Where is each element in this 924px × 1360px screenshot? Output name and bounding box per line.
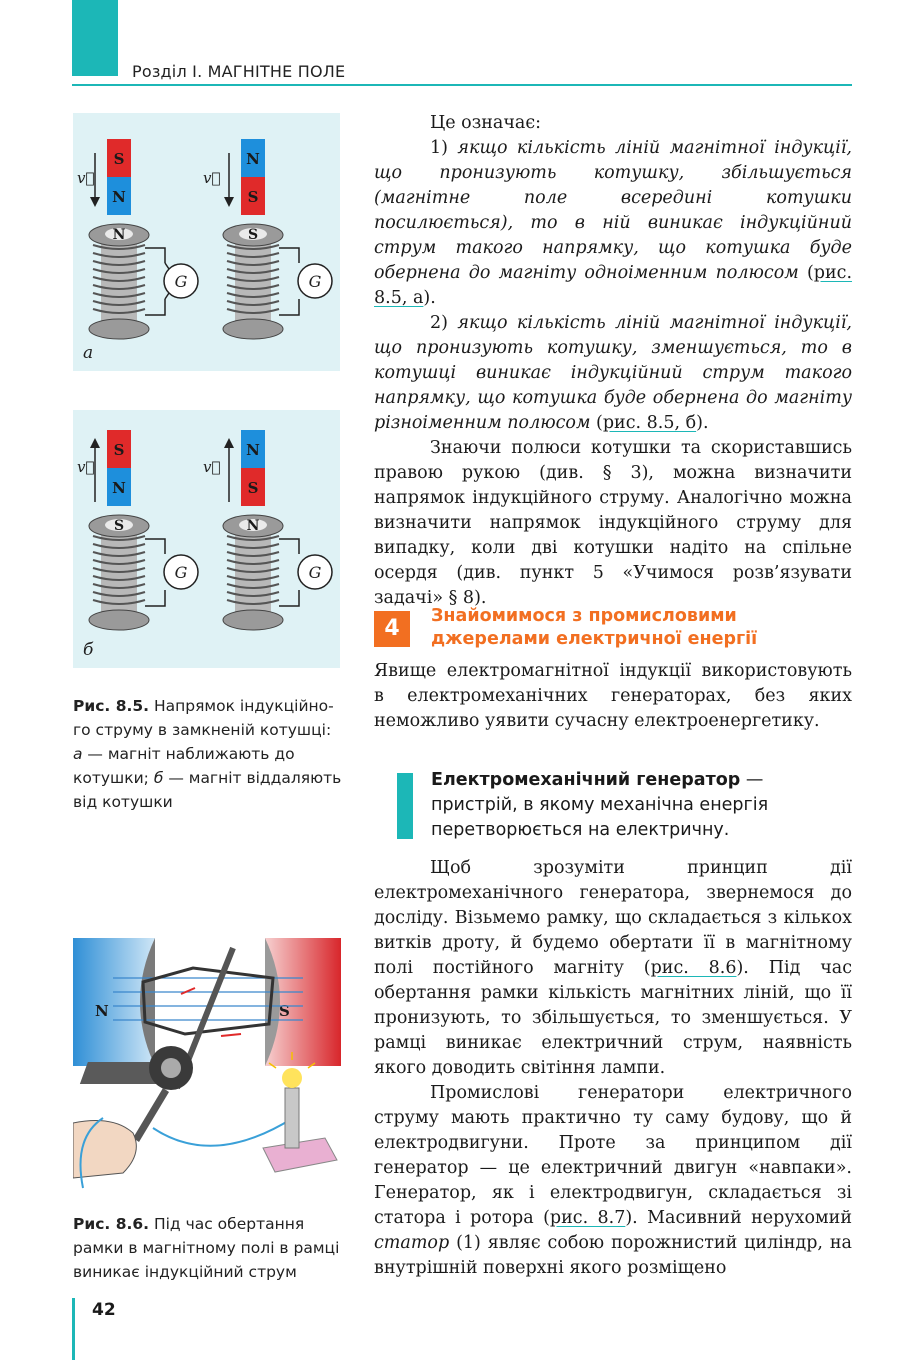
magnet-pole-bottom: N (112, 479, 126, 497)
galvanometer-label: G (174, 563, 188, 582)
figure-letter-b: б (83, 640, 94, 660)
caption-label: Рис. 8.6. (73, 1215, 150, 1233)
magnet-pole-bottom: N (112, 188, 126, 206)
galvanometer-label: G (308, 563, 322, 582)
velocity-label: v⃗ (77, 458, 95, 476)
figure-8-5-b-drawing (73, 410, 340, 668)
galvanometer-label: G (174, 272, 188, 291)
paragraph-intro: Це означає: (430, 113, 542, 133)
section-number-badge: 4 (374, 611, 410, 647)
page-number-bar (72, 1298, 75, 1360)
body-text-bottom (374, 856, 852, 1281)
figure-reference[interactable]: рис. 8.7 (549, 1208, 626, 1228)
figure-reference[interactable]: рис. 8.6 (650, 958, 737, 978)
velocity-label: v⃗ (77, 169, 95, 187)
coil-pole: S (113, 518, 125, 534)
paragraph-right-hand: Знаючи полюси котушки та скориставшись правою рукою (див. § 3), можна визначити напрямок індукційного струму. Аналогічно можна визначити напрямок індукційного струму для випадку, коли дві котушки надіто на спільне осердя (див. пункт 5 «Учимося розв’язувати задачі» § 8). (374, 438, 852, 608)
coil-pole: S (247, 227, 259, 243)
velocity-label: v⃗ (203, 458, 221, 476)
magnet-pole-top: N (246, 150, 260, 168)
header-rule (72, 84, 852, 86)
magnet-pole-top: S (113, 150, 125, 168)
magnet-coil-right (203, 139, 332, 339)
figure-8-6-drawing (73, 938, 341, 1200)
paragraph-experiment: Щоб зрозуміти принцип дії електромеханічного генератора, звернемося до досліду. Візьмемо рамку, що складається з кількох витків дроту, й будемо обертати її в магнітному полі постійного магніту (рис. 8.6). Під час обертання рамки кількість магнітних ліній, що її пронизують, то збільшується, то зменшується. У рамці виникає електричний струм, наявність якого доводить світіння лампи. (374, 858, 852, 1078)
magnet-pole-top: S (113, 441, 125, 459)
page-number: 42 (92, 1300, 116, 1320)
figure-8-5-a (73, 113, 340, 371)
chapter-header: Розділ I. МАГНІТНЕ ПОЛЕ (132, 62, 346, 81)
figure-8-6 (73, 938, 341, 1200)
paragraph-generators: Промислові генератори електричного струму мають практично ту саму будову, що й електродвигуни. Проте за принципом дії генератор — це електричний двигун «навпаки». Генератор, як і електродвигун, складається зі статора і ротора (рис. 8.7). Масивний нерухомий статор (1) являє собою порожнистий циліндр, на внутрішній поверхні якого розміщено (374, 1083, 852, 1278)
paragraph-rule-1: 1) якщо кількість ліній магнітної індукції, що пронизують котушку, збільшується (магнітне поле всередині котушки посилюється), то в ній виникає індукційний струм такого напрямку, що котушка буде обернена до магніту одноіменним полюсом (рис. 8.5, а). (374, 138, 853, 308)
magnet-coil-left (77, 430, 198, 630)
velocity-label: v⃗ (203, 169, 221, 187)
galvanometer-label: G (308, 272, 322, 291)
figure-8-5-a-drawing (73, 113, 340, 371)
coil-pole: N (112, 227, 126, 243)
coil-pole: N (246, 518, 260, 534)
magnet-pole-bottom: S (247, 479, 259, 497)
magnet-pole-bottom: S (247, 188, 259, 206)
magnet-coil-right (203, 430, 332, 630)
figure-letter-a: а (83, 343, 94, 363)
magnet-pole-n: N (95, 1002, 109, 1020)
definition-block: Електромеханічний генератор — пристрій, в якому механічна енергія перетворюється на електричну. (431, 770, 769, 840)
section-title: Знайомимося з промисловими джерелами електричної енергії (431, 606, 758, 649)
magnet-coil-left (77, 139, 198, 339)
figure-8-5-b (73, 410, 340, 668)
magnet-pole-top: N (246, 441, 260, 459)
figure-reference[interactable]: рис. 8.5, б (602, 413, 697, 433)
magnet-pole-s: S (279, 1002, 290, 1020)
chapter-tab (72, 0, 118, 76)
body-text-top (374, 111, 852, 611)
definition-bar (397, 773, 413, 839)
definition-term: Електромеханічний генератор (431, 770, 741, 790)
caption-figure-8-6: Рис. 8.6. Під час обертання рамки в магнітному полі в рамці виникає індукційний струм (73, 1215, 340, 1281)
caption-figure-8-5: Рис. 8.5. Напрямок індукційного струму в замкненій котушці: а — магніт наближають до котушки; б — магніт віддаляють від котушки (73, 697, 342, 811)
caption-label: Рис. 8.5. (73, 697, 150, 715)
paragraph-induction: Явище електромагнітної індукції використовують в електромеханічних генераторах, без яких неможливо уявити сучасну електроенергетику. (374, 661, 852, 731)
figure-reference[interactable]: рис. 8.5, а (374, 263, 853, 308)
paragraph-rule-2: 2) якщо кількість ліній магнітної індукції, що пронизують котушку, зменшується, то в котушці виникає індукційний струм такого напрямку, що котушка буде обернена до магніту різноіменним полюсом (рис. 8.5, б). (374, 313, 852, 433)
